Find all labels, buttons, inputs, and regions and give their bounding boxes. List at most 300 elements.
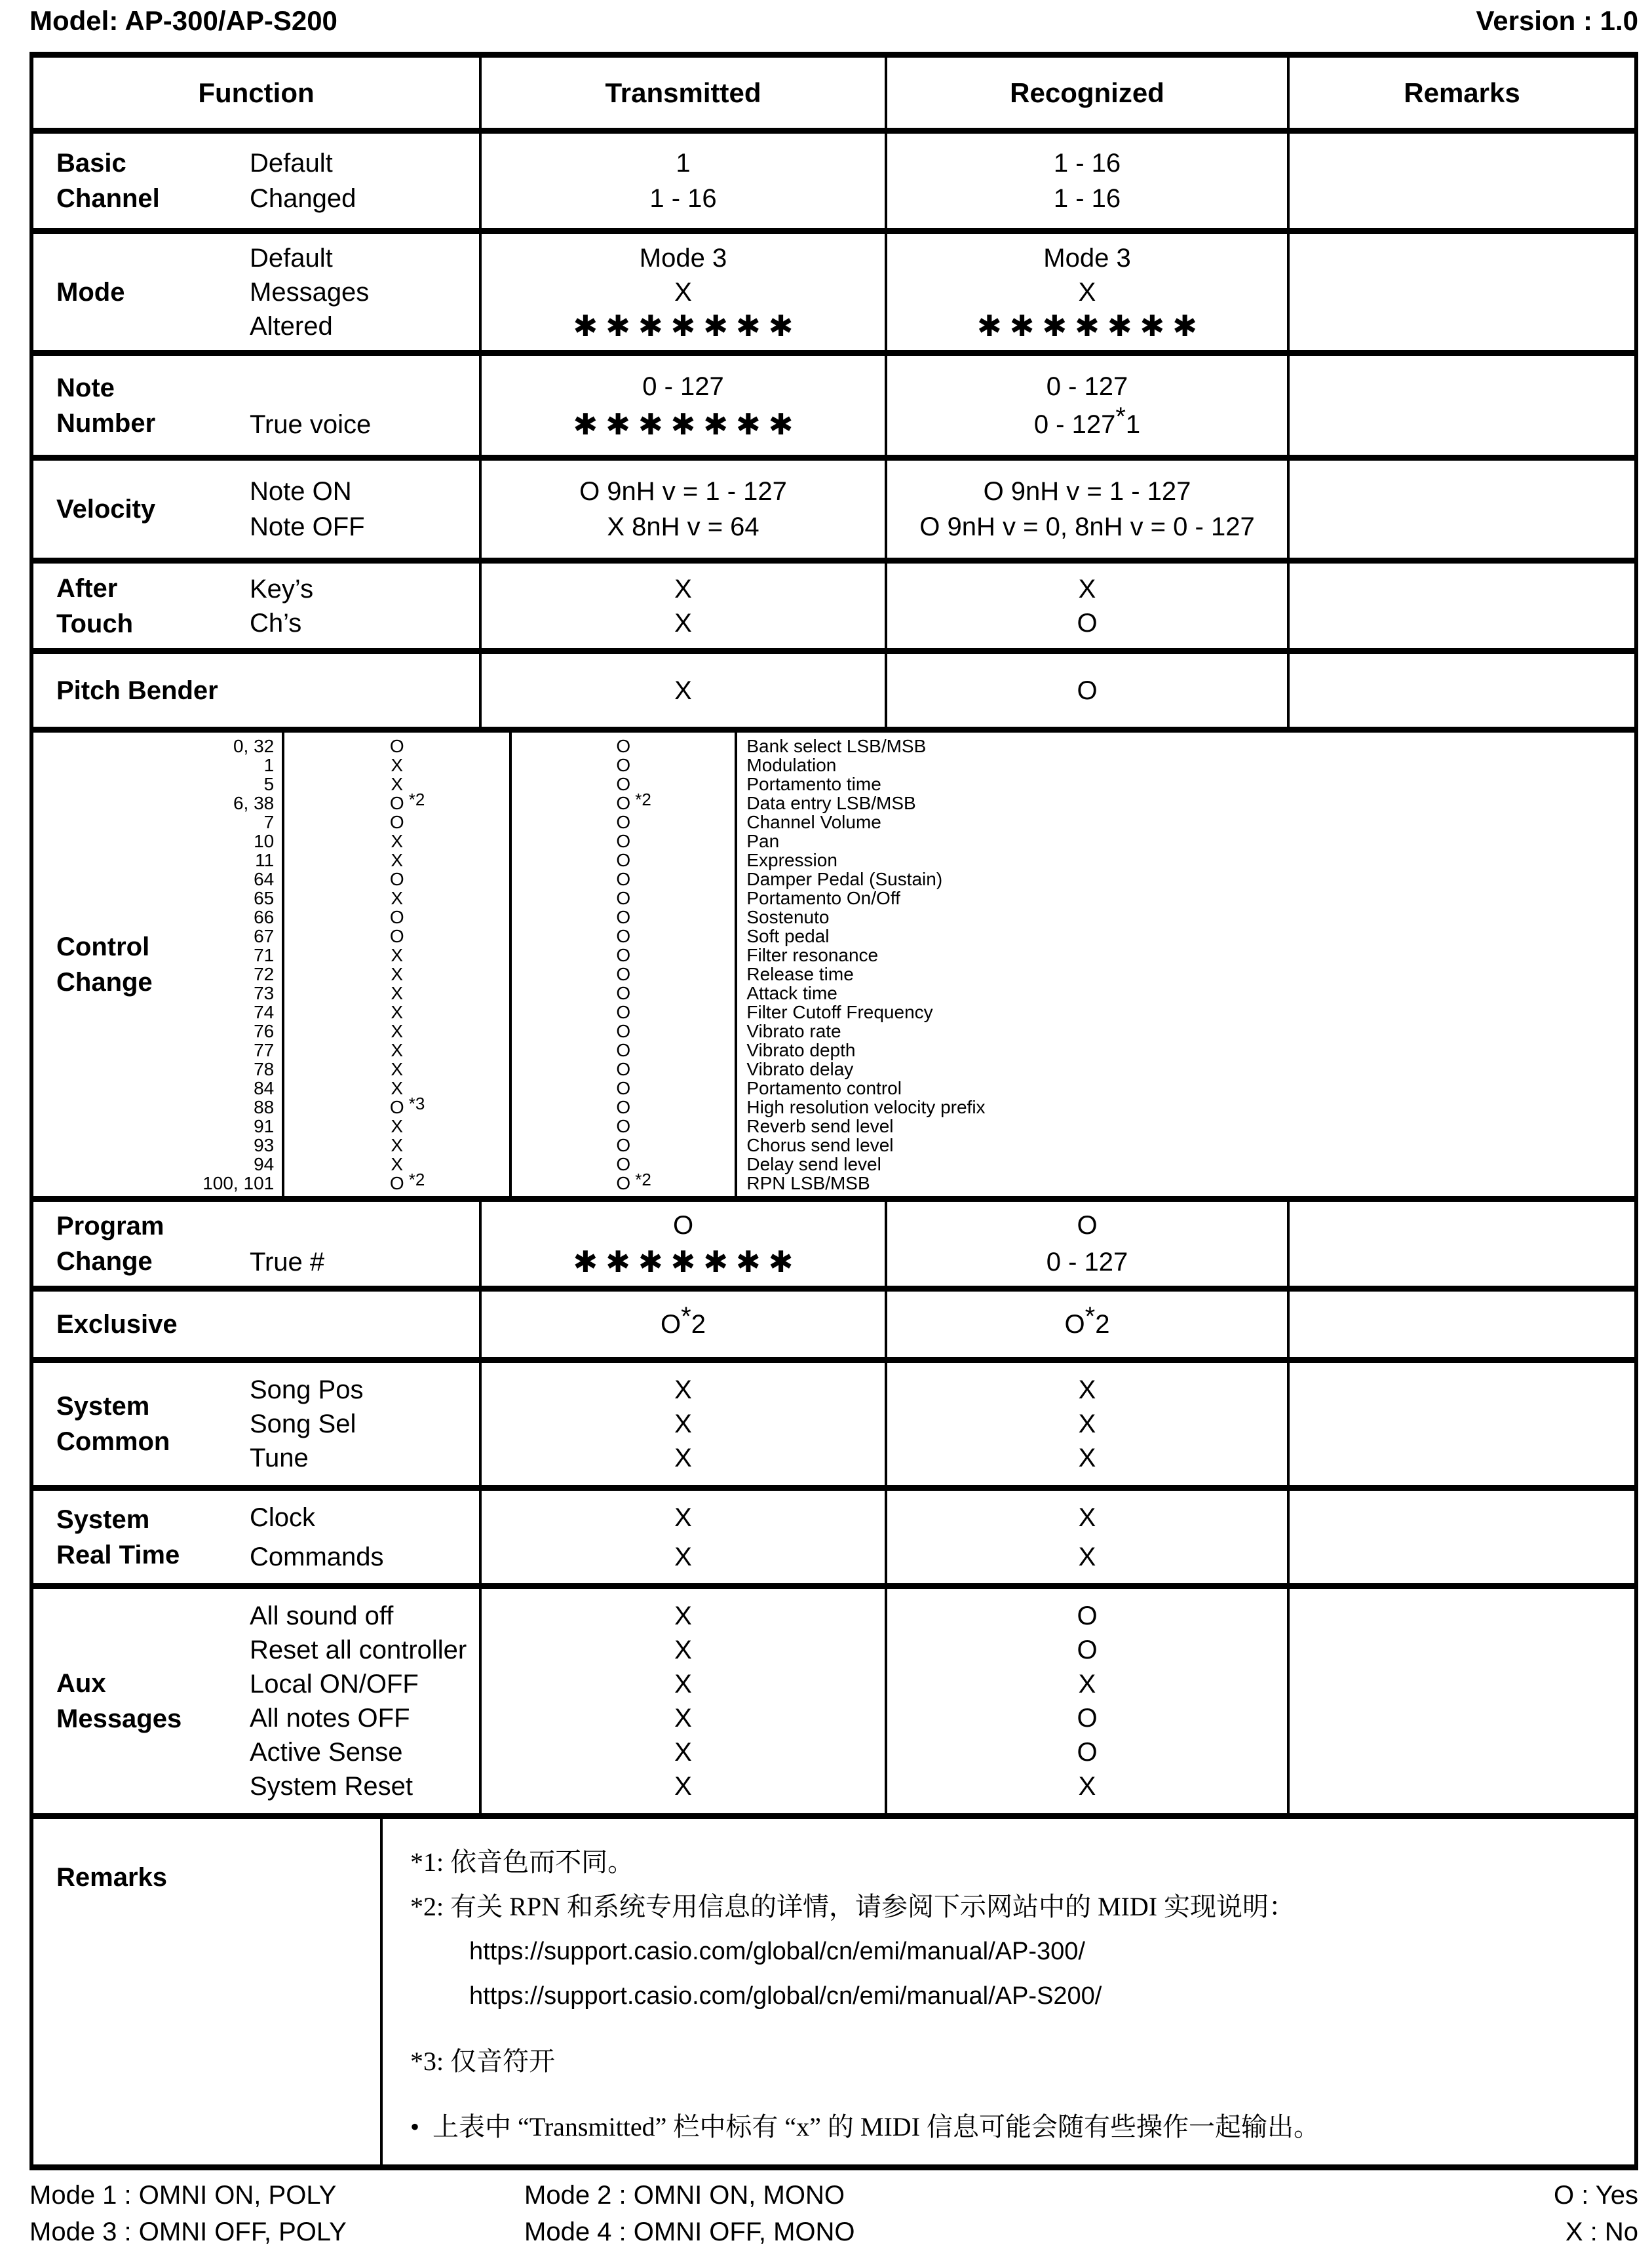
recognized-value: X — [1078, 1410, 1096, 1438]
function-sub-label: Reset all controller — [250, 1636, 467, 1664]
transmitted-values — [482, 1292, 885, 1357]
cc-remark-label: Attack time — [746, 982, 837, 1003]
cc-number: 94 — [254, 1153, 275, 1174]
function-sub-list — [250, 1363, 479, 1485]
cc-number: 88 — [254, 1096, 275, 1117]
recognized-values — [887, 1292, 1287, 1357]
transmitted-value — [284, 1003, 509, 1022]
recognized-value: Mode 3 — [1043, 243, 1131, 273]
recognized-cell-control-change — [512, 733, 737, 1196]
cc-remark-label: Bank select LSB/MSB — [746, 735, 927, 756]
row-group-aux-messages — [33, 1583, 1634, 1813]
cc-remark-label: Vibrato delay — [746, 1058, 854, 1079]
transmitted-value — [284, 851, 509, 870]
recognized-value — [512, 870, 735, 889]
column-header-function — [33, 58, 482, 128]
recognized-value: O — [1077, 608, 1098, 638]
remarks-cell-control-change — [737, 733, 1634, 1196]
cc-number: 65 — [254, 887, 275, 908]
recognized-value — [512, 1098, 735, 1117]
transmitted-value — [284, 789, 509, 813]
function-cell-mode — [33, 234, 482, 350]
function-label-line: After — [56, 573, 118, 603]
row-group-control-change — [33, 727, 1634, 1196]
cc-footnote-ref: *2 — [408, 1169, 425, 1189]
cc-status: X — [391, 944, 404, 965]
recognized-value — [512, 1155, 735, 1174]
function-label — [56, 1589, 182, 1813]
function-label — [56, 654, 218, 727]
row-group-velocity — [33, 455, 1634, 558]
column-header-label: Remarks — [1404, 77, 1520, 108]
transmitted-values — [482, 1363, 885, 1485]
function-cell-pitch-bender — [33, 654, 482, 727]
cc-status: X — [391, 1039, 404, 1060]
recognized-cell-aux-messages — [887, 1589, 1290, 1813]
function-sub-label: Active Sense — [250, 1738, 403, 1767]
transmitted-values — [482, 234, 885, 350]
cc-status: O — [616, 830, 631, 851]
function-sub-label: System Reset — [250, 1772, 413, 1801]
recognized-cell-after-touch — [887, 564, 1290, 648]
cc-number: 71 — [254, 944, 275, 965]
recognized-value: O — [1077, 1738, 1098, 1767]
cc-status: O — [616, 906, 631, 927]
function-label-line: Common — [56, 1427, 170, 1456]
transmitted-cell-velocity — [482, 461, 887, 558]
function-label-line: Pitch Bender — [56, 676, 218, 705]
remarks-cell-exclusive — [1290, 1292, 1634, 1357]
recognized-value: X — [1078, 1670, 1096, 1699]
recognized-value — [512, 1136, 735, 1155]
recognized-values — [512, 733, 735, 1196]
mode4-legend: Mode 4 : OMNI OFF, MONO — [524, 2218, 855, 2246]
transmitted-value — [284, 1169, 509, 1193]
recognized-value: X — [1078, 1444, 1096, 1472]
cc-status: X — [391, 963, 404, 984]
footnote-asterisk: * — [681, 1302, 691, 1331]
function-sub-label: Song Pos — [250, 1375, 364, 1404]
function-label — [56, 564, 133, 648]
transmitted-value: ✱✱✱✱✱✱✱ — [573, 1245, 801, 1278]
transmitted-values — [482, 654, 885, 727]
mode1-legend: Mode 1 : OMNI ON, POLY — [29, 2181, 337, 2210]
transmitted-value — [284, 1041, 509, 1060]
cc-remark-label: Modulation — [746, 754, 837, 775]
footer-legend-row-1 — [29, 2180, 1638, 2210]
cc-remark-label: Portamento On/Off — [746, 887, 900, 908]
transmitted-value: O 9nH v = 1 - 127 — [579, 477, 787, 506]
recognized-values — [887, 134, 1287, 228]
recognized-value: X — [1078, 277, 1096, 307]
cc-number: 66 — [254, 906, 275, 927]
transmitted-value — [284, 870, 509, 889]
function-cell-remarks — [33, 1819, 383, 2164]
recognized-value: 0 - 127 — [1046, 372, 1128, 401]
cc-status: X — [391, 754, 404, 775]
recognized-value: X — [1078, 574, 1096, 604]
transmitted-value: 1 - 16 — [649, 184, 717, 213]
function-sub-label: Default — [250, 243, 333, 273]
cc-footnote-ref: *2 — [635, 789, 651, 809]
recognized-value — [512, 1041, 735, 1060]
transmitted-value — [284, 1093, 509, 1117]
recognized-value: O — [1077, 1602, 1098, 1630]
cc-status: X — [391, 982, 404, 1003]
transmitted-value — [284, 908, 509, 927]
function-label-line: Basic — [56, 149, 126, 178]
function-sub-list — [250, 134, 479, 228]
cc-status: O — [616, 849, 631, 870]
cc-number: 76 — [254, 1020, 275, 1041]
function-label-line: Control — [56, 932, 150, 961]
function-sub-list — [250, 1491, 479, 1583]
remark-url: https://support.casio.com/global/cn/emi/manual/AP-S200/ — [469, 1982, 1102, 2010]
function-sub-label: Messages — [250, 277, 370, 307]
transmitted-value: Mode 3 — [639, 243, 727, 273]
column-header-label: Function — [198, 77, 315, 108]
row-group-mode — [33, 228, 1634, 350]
column-header-remarks — [1290, 58, 1634, 128]
recognized-values — [887, 1363, 1287, 1485]
transmitted-value: X — [674, 1670, 692, 1699]
page-header — [29, 5, 1638, 37]
function-label-line: Note — [56, 373, 115, 402]
cc-number: 100, 101 — [202, 1172, 275, 1193]
function-label-line: Number — [56, 408, 156, 438]
cc-number: 73 — [254, 982, 275, 1003]
transmitted-value — [284, 832, 509, 851]
recognized-value: O — [1077, 676, 1098, 705]
recognized-value: O*2 — [1064, 1302, 1110, 1339]
recognized-value: X — [1078, 1503, 1096, 1532]
cc-number: 77 — [254, 1039, 275, 1060]
function-label-line: Messages — [56, 1704, 182, 1733]
function-cell-aux-messages — [33, 1589, 482, 1813]
cc-status: O — [616, 982, 631, 1003]
cc-number: 78 — [254, 1058, 275, 1079]
mode2-legend: Mode 2 : OMNI ON, MONO — [524, 2181, 845, 2210]
function-sub-label: Note ON — [250, 477, 352, 506]
function-sub-label: Ch’s — [250, 608, 302, 638]
transmitted-value: X 8nH v = 64 — [607, 512, 759, 541]
cc-remark-label: Data entry LSB/MSB — [746, 792, 916, 813]
transmitted-values — [482, 461, 885, 558]
function-sub-list — [250, 564, 479, 648]
recognized-value: 0 - 127*1 — [1033, 402, 1141, 439]
function-label-line: Exclusive — [56, 1310, 178, 1339]
recognized-cell-pitch-bender — [887, 654, 1290, 727]
row-group-system-common — [33, 1357, 1634, 1485]
remarks-cell-velocity — [1290, 461, 1634, 558]
transmitted-value: X — [674, 277, 692, 307]
cc-remark-label: Channel Volume — [746, 811, 881, 832]
cc-remark-label: Vibrato depth — [746, 1039, 856, 1060]
transmitted-values — [284, 733, 509, 1196]
function-sub-label: Note OFF — [250, 512, 365, 541]
cc-remark-label: Portamento control — [746, 1077, 902, 1098]
recognized-value: X — [1078, 1375, 1096, 1404]
cc-remark-label: RPN LSB/MSB — [746, 1172, 870, 1193]
function-label — [56, 234, 125, 350]
cc-status: X — [391, 1134, 404, 1155]
function-sub-label: Altered — [250, 311, 333, 341]
cc-status: O — [389, 1096, 404, 1117]
function-label-line: System — [56, 1392, 150, 1421]
cc-remark-label: Vibrato rate — [746, 1020, 841, 1041]
function-cell-system-real-time — [33, 1491, 482, 1583]
recognized-value — [512, 1117, 735, 1136]
recognized-cell-basic-channel — [887, 134, 1290, 228]
function-sub-label: Local ON/OFF — [250, 1670, 419, 1699]
cc-status: O — [389, 868, 404, 889]
cc-remark-label: Delay send level — [746, 1153, 881, 1174]
function-label — [56, 461, 155, 558]
cc-status: O — [616, 1039, 631, 1060]
cc-number: 91 — [254, 1115, 275, 1136]
function-label — [56, 134, 160, 228]
cc-remark-label: Damper Pedal (Sustain) — [746, 868, 943, 889]
function-sub-label — [250, 1307, 479, 1341]
version-label: Version : 1.0 — [1476, 5, 1638, 36]
function-sub-list — [250, 461, 479, 558]
remark-note: *1: 依音色而不同。 — [410, 1847, 634, 1877]
function-sub-label — [250, 368, 479, 406]
function-cell-control-change — [33, 733, 284, 1196]
recognized-value — [512, 775, 735, 794]
cc-status: O — [616, 773, 631, 794]
recognized-value — [512, 1003, 735, 1022]
cc-status: X — [391, 1077, 404, 1098]
recognized-value — [512, 1169, 735, 1193]
recognized-values — [887, 1491, 1287, 1583]
cc-status: O — [616, 1172, 631, 1193]
cc-number: 10 — [254, 830, 275, 851]
cc-status: O — [616, 1020, 631, 1041]
recognized-value: 1 - 16 — [1053, 149, 1121, 178]
transmitted-value: X — [674, 1503, 692, 1532]
remarks-cell-basic-channel — [1290, 134, 1634, 228]
function-cell-system-common — [33, 1363, 482, 1485]
transmitted-values — [482, 564, 885, 648]
recognized-value: X — [1078, 1772, 1096, 1801]
cc-status: X — [391, 1058, 404, 1079]
function-cell-note-number — [33, 356, 482, 455]
cc-remark-label: Pan — [746, 830, 780, 851]
cc-remark-label: Soft pedal — [746, 925, 830, 946]
function-sub-label: Key’s — [250, 574, 314, 604]
recognized-values — [887, 461, 1287, 558]
transmitted-value — [284, 1060, 509, 1079]
transmitted-value: X — [674, 574, 692, 604]
transmitted-cell-aux-messages — [482, 1589, 887, 1813]
row-group-program-change — [33, 1196, 1634, 1286]
transmitted-value: X — [674, 1704, 692, 1733]
function-sub-list — [250, 1589, 479, 1813]
function-label-line: System — [56, 1505, 150, 1534]
transmitted-value — [284, 756, 509, 775]
transmitted-value: O*2 — [661, 1302, 706, 1339]
remarks-cell-mode — [1290, 234, 1634, 350]
mode3-legend: Mode 3 : OMNI OFF, POLY — [29, 2218, 347, 2246]
remark-url: https://support.casio.com/global/cn/emi/manual/AP-300/ — [469, 1938, 1085, 1965]
recognized-cell-mode — [887, 234, 1290, 350]
cc-status: O — [616, 1001, 631, 1022]
transmitted-value: X — [674, 1444, 692, 1472]
cc-status: O — [616, 1058, 631, 1079]
cc-status: X — [391, 887, 404, 908]
remark-note: *2: 有关 RPN 和系统专用信息的详情，请参阅下示网站中的 MIDI 实现说明： — [410, 1892, 1296, 1921]
remarks-cell-system-common — [1290, 1363, 1634, 1485]
transmitted-value: 1 — [676, 149, 691, 178]
cc-status: X — [391, 1001, 404, 1022]
transmitted-value: ✱✱✱✱✱✱✱ — [573, 309, 801, 343]
cc-status: O — [616, 868, 631, 889]
recognized-value: ✱✱✱✱✱✱✱ — [977, 309, 1205, 343]
transmitted-value — [284, 889, 509, 908]
transmitted-value — [284, 927, 509, 946]
function-cell-exclusive — [33, 1292, 482, 1357]
cc-status: X — [391, 1115, 404, 1136]
function-label — [56, 356, 155, 455]
remarks-cell-system-real-time — [1290, 1491, 1634, 1583]
function-sub-label — [250, 674, 479, 708]
model-label: Model: AP-300/AP-S200 — [29, 5, 337, 36]
recognized-value — [512, 1022, 735, 1041]
cc-number: 11 — [255, 849, 275, 870]
cc-status: X — [391, 1020, 404, 1041]
transmitted-cell-system-common — [482, 1363, 887, 1485]
recognized-value — [512, 927, 735, 946]
transmitted-cell-program-change — [482, 1202, 887, 1286]
cc-number: 67 — [254, 925, 275, 946]
function-label — [56, 733, 153, 1196]
recognized-cell-system-real-time — [887, 1491, 1290, 1583]
row-group-note-number — [33, 350, 1634, 455]
cc-status: O — [616, 1096, 631, 1117]
transmitted-value — [284, 946, 509, 965]
cc-number-list — [202, 733, 274, 1196]
cc-status: O — [389, 906, 404, 927]
cc-status: X — [391, 773, 404, 794]
cc-remark-label: Sostenuto — [746, 906, 830, 927]
function-label — [56, 1363, 170, 1485]
cc-status: X — [391, 1153, 404, 1174]
cc-status: X — [391, 849, 404, 870]
transmitted-cell-control-change — [284, 733, 512, 1196]
function-label-line: Real Time — [56, 1540, 180, 1569]
transmitted-value — [284, 984, 509, 1003]
recognized-value — [512, 946, 735, 965]
function-label — [56, 1292, 178, 1357]
cc-status: O — [616, 811, 631, 832]
cc-status: O — [616, 1134, 631, 1155]
recognized-value — [512, 984, 735, 1003]
function-sub-list — [250, 654, 479, 727]
cc-number: 5 — [263, 773, 275, 794]
transmitted-cell-system-real-time — [482, 1491, 887, 1583]
function-label — [56, 1819, 167, 2164]
function-label-line: Program — [56, 1212, 164, 1240]
cc-status: O — [616, 925, 631, 946]
function-cell-after-touch — [33, 564, 482, 648]
cc-status: O — [389, 925, 404, 946]
transmitted-cell-basic-channel — [482, 134, 887, 228]
recognized-cell-system-common — [887, 1363, 1290, 1485]
remark-note: • 上表中 “Transmitted” 栏中标有 “x” 的 MIDI 信息可能会随有些操作一起输出。 — [410, 2112, 1320, 2141]
cc-number: 64 — [254, 868, 275, 889]
transmitted-value — [284, 1079, 509, 1098]
column-header-label: Recognized — [1010, 77, 1164, 108]
function-cell-program-change — [33, 1202, 482, 1286]
cc-number: 74 — [254, 1001, 275, 1022]
midi-implementation-table — [29, 52, 1638, 2170]
remark-note: *3: 仅音符开 — [410, 2046, 556, 2076]
cc-status: O — [616, 735, 631, 756]
function-sub-label: True # — [250, 1248, 325, 1277]
footnote-asterisk: * — [1115, 402, 1126, 431]
recognized-value — [512, 851, 735, 870]
column-header-label: Transmitted — [605, 77, 761, 108]
transmitted-value: X — [674, 1738, 692, 1767]
transmitted-values — [482, 356, 885, 455]
column-header-transmitted — [482, 58, 887, 128]
cc-number: 93 — [254, 1134, 275, 1155]
recognized-value: O 9nH v = 1 - 127 — [983, 477, 1191, 506]
cc-status: O — [616, 963, 631, 984]
row-group-after-touch — [33, 558, 1634, 648]
function-sub-label: Song Sel — [250, 1410, 356, 1438]
cc-status: O — [616, 792, 631, 813]
transmitted-cell-pitch-bender — [482, 654, 887, 727]
function-label-line: Touch — [56, 609, 134, 638]
o-yes-legend: O : Yes — [1554, 2181, 1638, 2210]
transmitted-value — [284, 1155, 509, 1174]
recognized-value: 1 - 16 — [1053, 184, 1121, 213]
function-sub-list — [250, 234, 479, 350]
cc-number: 1 — [263, 754, 275, 775]
remarks-cell-pitch-bender — [1290, 654, 1634, 727]
column-header-row — [33, 58, 1634, 128]
recognized-value: O — [1077, 1704, 1098, 1733]
recognized-value — [512, 889, 735, 908]
cc-footnote-ref: *2 — [408, 789, 425, 809]
recognized-value — [512, 1079, 735, 1098]
recognized-values — [887, 1589, 1287, 1813]
transmitted-cell-exclusive — [482, 1292, 887, 1357]
cc-status: O — [616, 754, 631, 775]
transmitted-values — [482, 134, 885, 228]
transmitted-values — [482, 1202, 885, 1286]
cc-remark-label: Filter resonance — [746, 944, 879, 965]
recognized-cell-program-change — [887, 1202, 1290, 1286]
cc-number: 84 — [254, 1077, 275, 1098]
transmitted-value — [284, 1117, 509, 1136]
cc-remark-label: Filter Cutoff Frequency — [746, 1001, 933, 1022]
cc-footnote-ref: *2 — [635, 1169, 651, 1189]
cc-status: X — [391, 830, 404, 851]
cc-remark-label: Portamento time — [746, 773, 881, 794]
recognized-value: O — [1077, 1211, 1098, 1240]
column-header-recognized — [887, 58, 1290, 128]
transmitted-value: X — [674, 1602, 692, 1630]
recognized-value — [512, 813, 735, 832]
transmitted-value — [284, 737, 509, 756]
recognized-cell-note-number — [887, 356, 1290, 455]
cc-number: 6, 38 — [233, 792, 275, 813]
transmitted-value: X — [674, 608, 692, 638]
remarks-cell-note-number — [1290, 356, 1634, 455]
